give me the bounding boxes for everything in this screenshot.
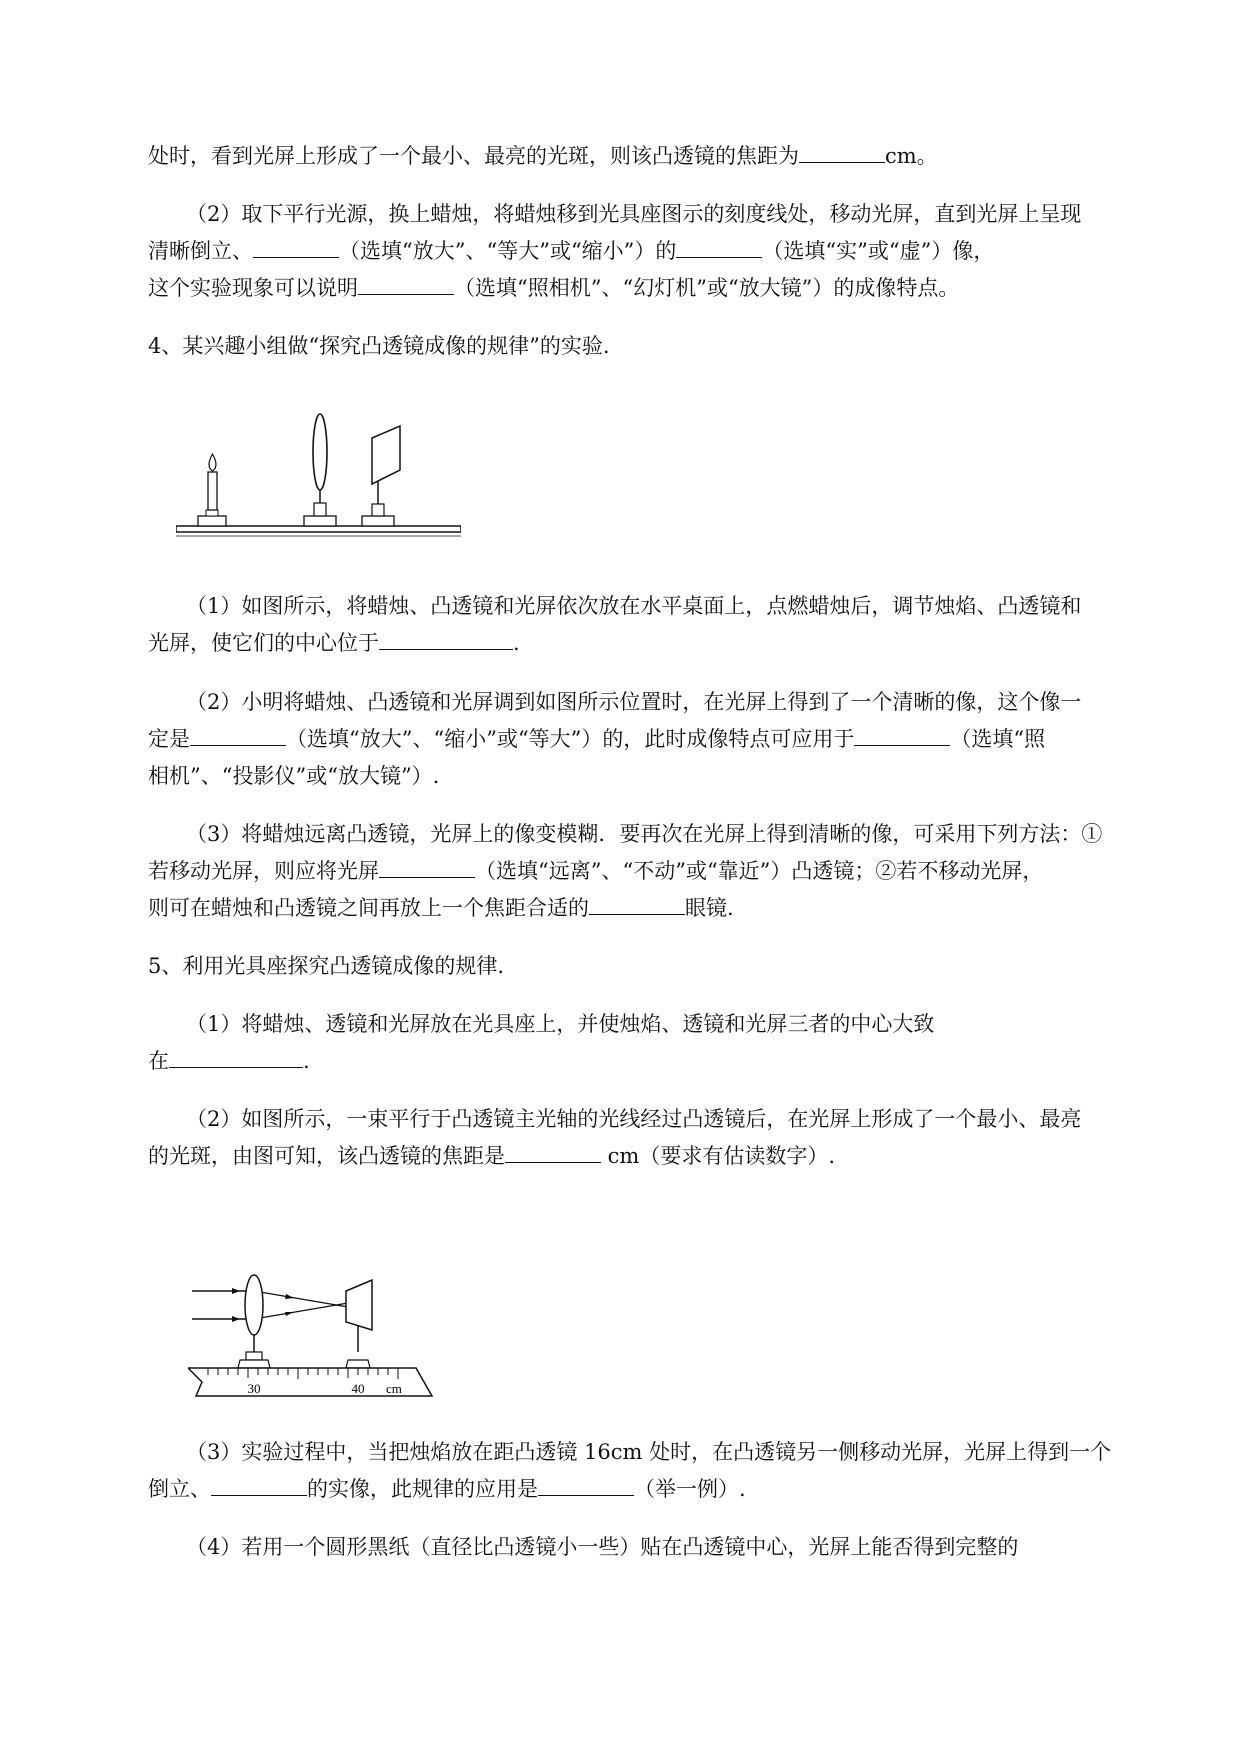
answer-blank[interactable] [253,237,339,258]
answer-blank[interactable] [379,629,513,650]
answer-blank[interactable] [169,1047,303,1068]
q4-part3-line3: 则可在蜡烛和凸透镜之间再放上一个焦距合适的 眼镜. [148,896,734,920]
answer-blank[interactable] [799,142,885,163]
q4-title: 4、某兴趣小组做“探究凸透镜成像的规律”的实验. [148,334,610,358]
answer-blank[interactable] [538,1475,634,1496]
answer-blank[interactable] [358,274,454,295]
q4-part2-line3: 相机”、“投影仪”或“放大镜”）. [148,764,440,788]
q5-part2-line1: （2）如图所示，一束平行于凸透镜主光轴的光线经过凸透镜后，在光屏上形成了一个最小、最亮 [186,1107,1082,1131]
q5-part3-line2: 倒立、 的实像，此规律的应用是 （举一例）. [148,1477,746,1501]
q5-part1-line2: 在 . [148,1049,310,1073]
answer-blank[interactable] [211,1475,307,1496]
q3-part2-line2: 清晰倒立、 （选填“放大”、“等大”或“缩小”）的 （选填“实”或“虚”）像， [148,239,995,263]
q4-part2-line1: （2）小明将蜡烛、凸透镜和光屏调到如图所示位置时，在光屏上得到了一个清晰的像，这个像一 [186,690,1082,714]
q3-part2-line3: 这个实验现象可以说明 （选填“照相机”、“幻灯机”或“放大镜”）的成像特点。 [148,276,960,300]
q5-part4-line1: （4）若用一个圆形黑纸（直径比凸透镜小一些）贴在凸透镜中心，光屏上能否得到完整的 [186,1535,1019,1559]
q3-part2-line1: （2）取下平行光源，换上蜡烛，将蜡烛移到光具座图示的刻度线处，移动光屏，直到光屏上呈现 [186,202,1082,226]
answer-blank[interactable] [379,857,475,878]
q3-focal-length-line: 处时，看到光屏上形成了一个最小、最亮的光斑，则该凸透镜的焦距为 cm。 [148,144,938,168]
q4-part3-line2: 若移动光屏，则应将光屏 （选填“远离”、“不动”或“靠近”）凸透镜；②若不移动光屏， [148,859,1044,883]
q5-part3-line1: （3）实验过程中，当把烛焰放在距凸透镜 16cm 处时，在凸透镜另一侧移动光屏，光屏上得到一个 [186,1440,1112,1464]
q4-part3-line1: （3）将蜡烛远离凸透镜，光屏上的像变模糊．要再次在光屏上得到清晰的像，可采用下列方法：① [186,822,1103,846]
q4-part1-line2: 光屏，使它们的中心位于 . [148,631,520,655]
answer-blank[interactable] [505,1142,601,1163]
q5-part1-line1: （1）将蜡烛、透镜和光屏放在光具座上，并使烛焰、透镜和光屏三者的中心大致 [186,1012,935,1036]
q5-part2-line2: 的光斑，由图可知，该凸透镜的焦距是 cm（要求有估读数字）. [148,1144,836,1168]
q4-part1-line1: （1）如图所示，将蜡烛、凸透镜和光屏依次放在水平桌面上，点燃蜡烛后，调节烛焰、凸透镜和 [186,594,1082,618]
ruler-unit: cm [386,1381,402,1396]
ruler-tick-40: 40 [351,1381,365,1396]
q5-title: 5、利用光具座探究凸透镜成像的规律. [148,954,505,978]
q4-part2-line2: 定是 （选填“放大”、“缩小”或“等大”）的，此时成像特点可应用于 （选填“照 [148,727,1046,751]
answer-blank[interactable] [676,237,762,258]
q5-focal-length-figure [188,1176,448,1408]
ruler-tick-30: 30 [247,1381,261,1396]
answer-blank[interactable] [589,894,685,915]
answer-blank[interactable] [854,725,950,746]
q4-optical-bench-figure [176,338,461,548]
answer-blank[interactable] [190,725,286,746]
